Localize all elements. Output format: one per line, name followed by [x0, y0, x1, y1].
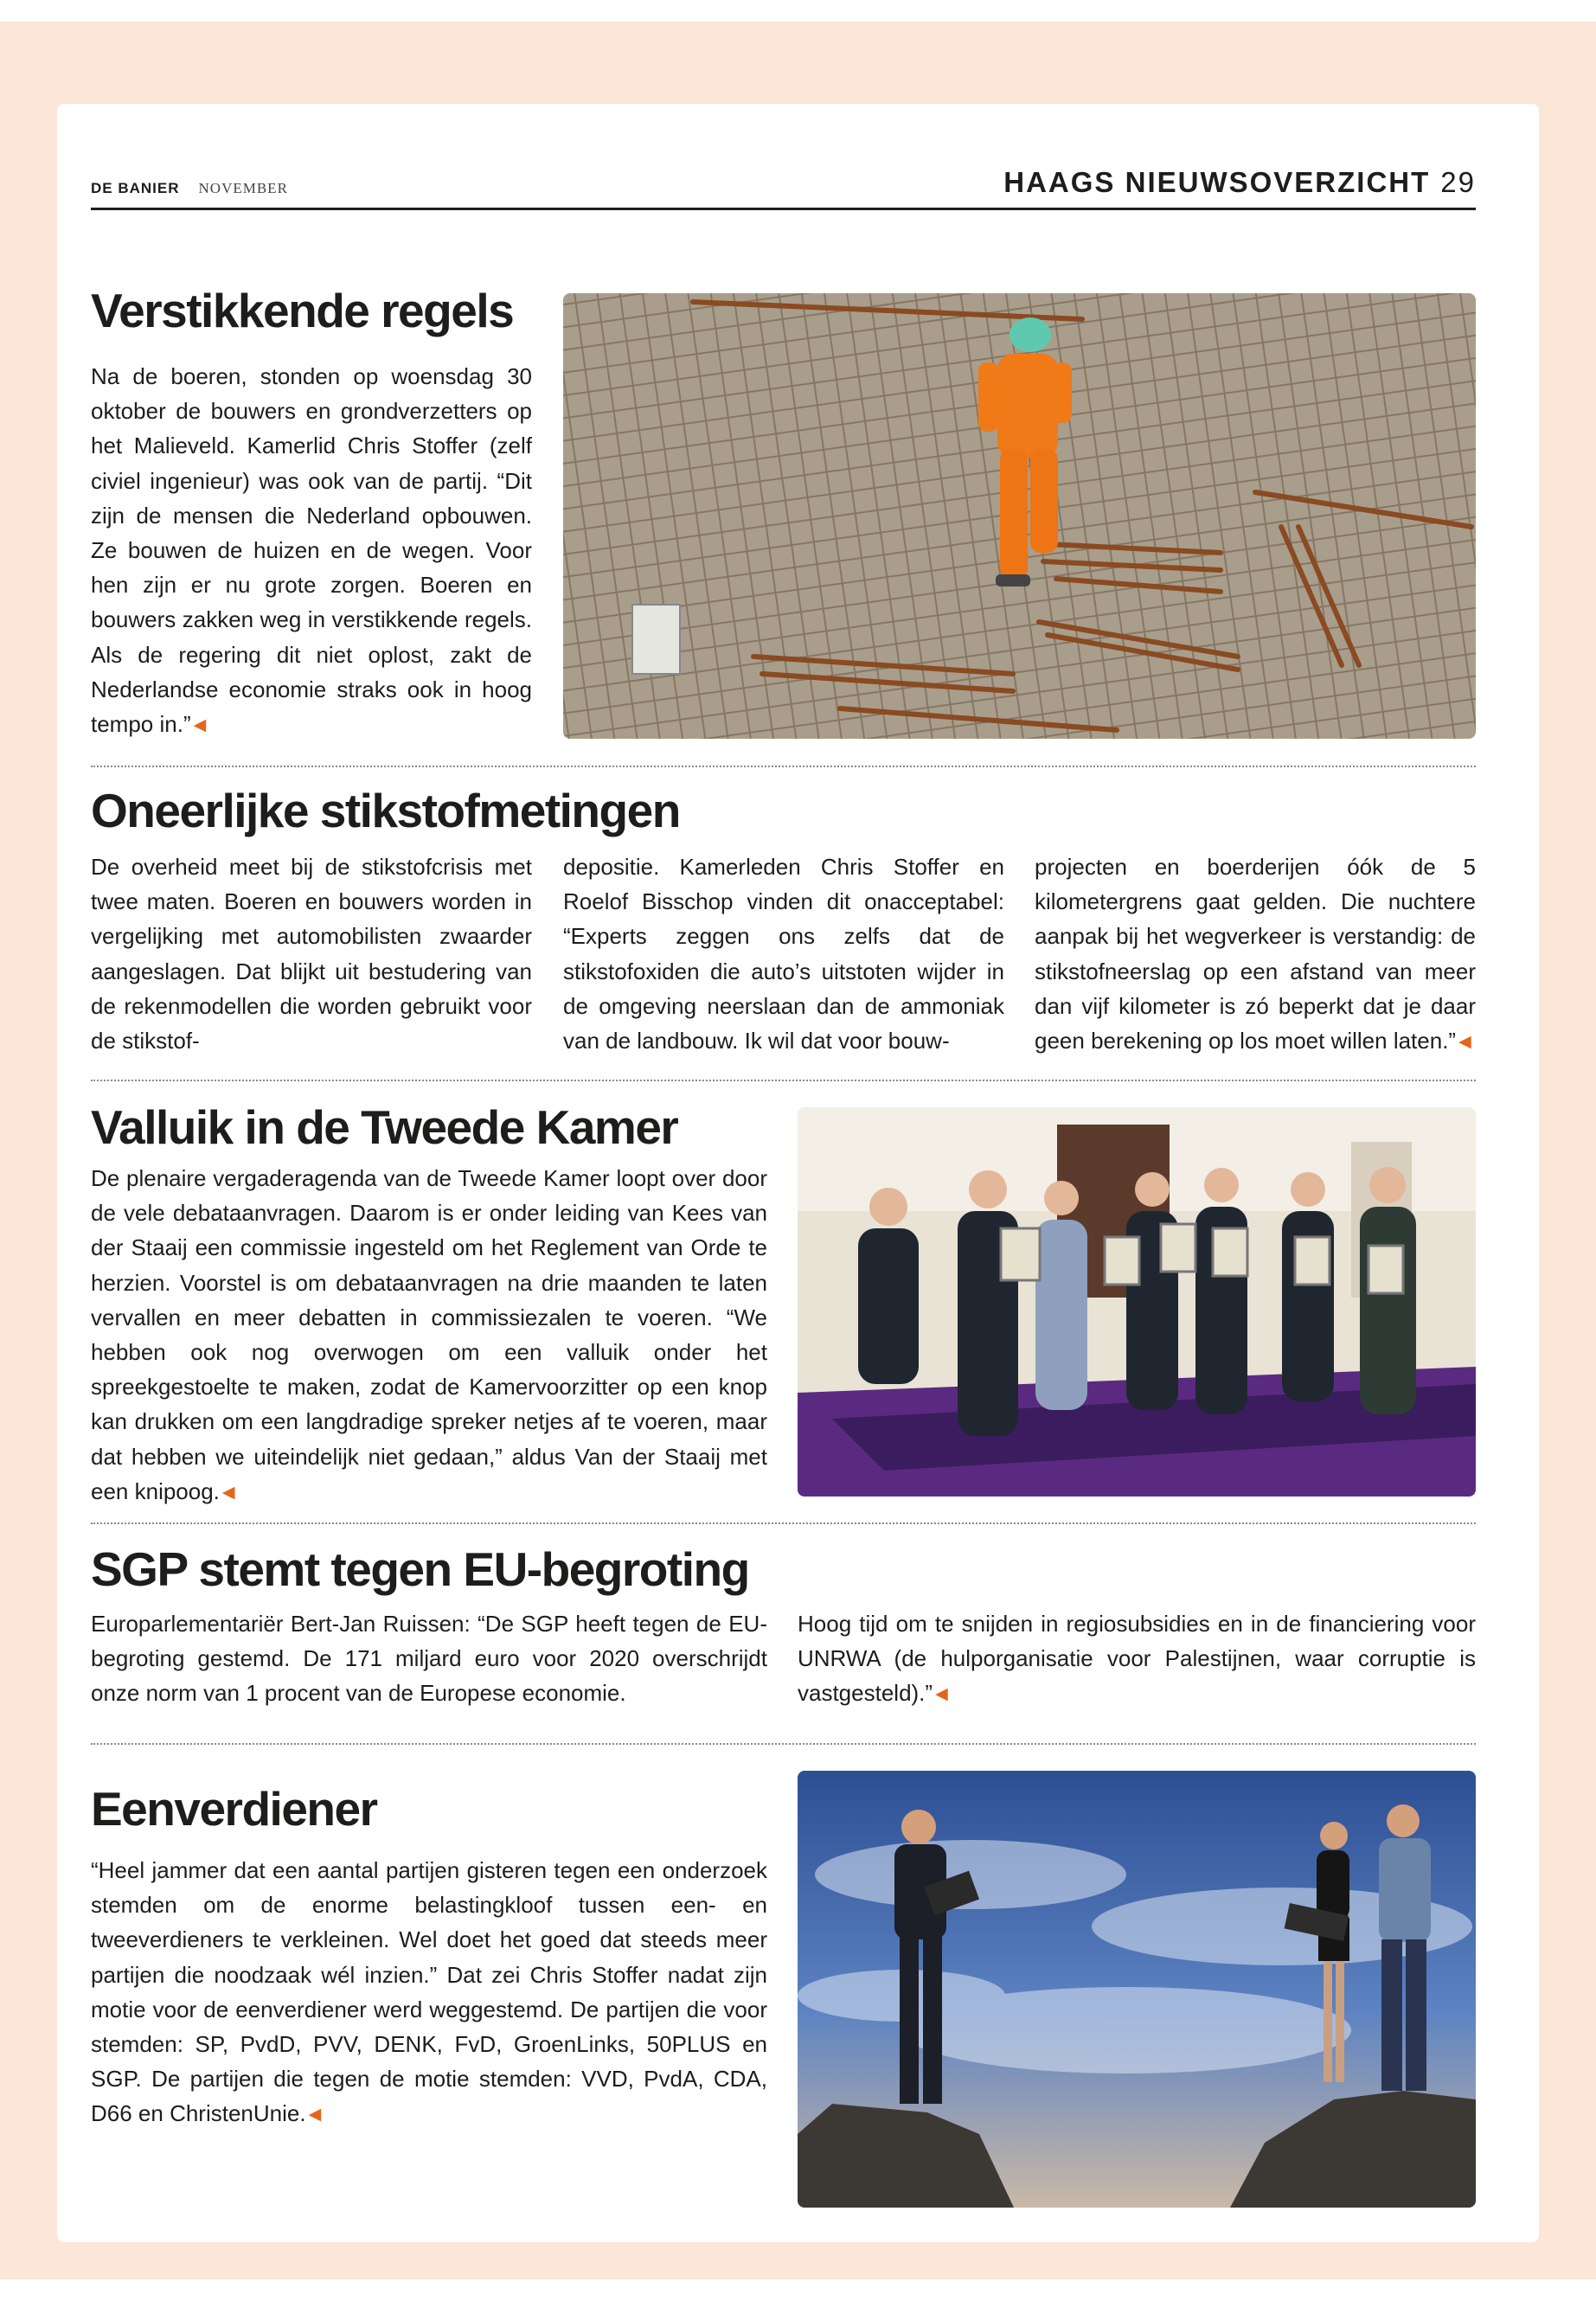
- section-title: HAAGS NIEUWSOVERZICHT: [1003, 166, 1431, 198]
- article-title-valluik: Valluik in de Tweede Kamer: [91, 1100, 678, 1154]
- issue-month: NOVEMBER: [198, 180, 288, 196]
- article-body-eenverdiener: “Heel jammer dat een aantal partijen gisteren tegen een onderzoek stemden om de enorme belastingkloof tussen een- en tweeverdieners te verkleinen. Wel doet het goed dat steeds meer partijen die noodzaak wél inzien.” Dat zei Chris Stoffer nadat zijn motie voor de eenverdiener werd weggestemd. De partijen die voor stemden: SP, PvdD, PVV, DENK, FvD, GroenLinks, 50PLUS en SGP. De partijen die tegen de motie stemden: VVD, PvdA, CDA, D66 en ChristenUnie. ◀: [91, 1857, 767, 2127]
- end-marker-icon: ◀: [221, 1483, 235, 1502]
- page-background: [0, 22, 1596, 2279]
- article-body-valluik: De plenaire vergaderagenda van de Tweede Kamer loopt over door de vele debataanvragen. Daarom is er onder leiding van Kees van der Staaij een commissie ingesteld om het Reglement van Orde te herzien. Voorstel is om debataanvragen na drie maanden te laten vervallen en meer debatten in commissiezalen te voeren. “We hebben ook nog overwogen om een valluik onder het spreekgestoelte te maken, zodat de Kamervoorzitter op een knop kan drukken om een langdradige spreker netjes af te voeren, maar dat hebben we uiteindelijk niet gedaan,” aldus Van der Staaij met een knipoog. ◀: [91, 1165, 767, 1504]
- award-group-photo: [798, 1107, 1476, 1497]
- section-divider: [91, 1743, 1476, 1745]
- article-title-verstikkende-regels: Verstikkende regels: [91, 284, 514, 337]
- end-marker-icon: ◀: [193, 716, 207, 735]
- running-header-left: [91, 180, 288, 197]
- magazine-name: DE BANIER: [91, 180, 180, 196]
- magazine-page: [57, 104, 1539, 2242]
- article-column-1: Europarlementariër Bert-Jan Ruissen: “De SGP heeft tegen de EU-begroting gestemd. De 171 miljard euro voor 2020 overschrijdt onze norm van 1 procent van de Europese economie.: [91, 1611, 767, 1707]
- article-column-1: De overheid meet bij de stikstofcrisis met twee maten. Boeren en bouwers worden in vergelijking met automobilisten zwaarder aangeslagen. Dat blijkt uit bestudering van de rekenmodellen die worden gebruikt voor de stikstof-: [91, 854, 532, 1054]
- article-column-2: depositie. Kamerleden Chris Stoffer en Roelof Bisschop vinden dit onacceptabel: “Experts zeggen ons zelfs dat de stikstofoxiden die auto’s uitstoten wijder in de omgeving neerslaan dan de ammoniak van de landbouw. Ik wil dat voor bouw-: [563, 854, 1004, 1054]
- article-title-eu-begroting: SGP stemt tegen EU-begroting: [91, 1542, 749, 1596]
- article-title-eenverdiener: Eenverdiener: [91, 1782, 377, 1836]
- header-rule: [91, 208, 1476, 210]
- divided-cliffs-photo: [798, 1771, 1476, 2208]
- end-marker-icon: ◀: [1458, 1033, 1471, 1052]
- construction-worker-photo: [563, 293, 1476, 739]
- article-column-2: Hoog tijd om te snijden in regiosubsidies en in de financiering voor UNRWA (de hulporganisatie voor Palestijnen, waar corruptie is vastgesteld).” ◀: [798, 1611, 1476, 1707]
- end-marker-icon: ◀: [935, 1685, 948, 1704]
- article-title-stikstofmetingen: Oneerlijke stikstofmetingen: [91, 784, 680, 837]
- article-body-verstikkende-regels: Na de boeren, stonden op woensdag 30 oktober de bouwers en grondverzetters op het Malieveld. Kamerlid Chris Stoffer (zelf civiel ingenieur) was ook van de partij. “Dit zijn de mensen die Nederland opbouwen. Ze bouwen de huizen en de wegen. Voor hen zijn er nu grote zorgen. Boeren en bouwers zakken weg in verstikkende regels. Als de regering dit niet oplost, zakt de Nederlandse economie straks ook in hoog tempo in.” ◀: [91, 363, 532, 738]
- section-divider: [91, 1080, 1476, 1081]
- article-column-3: projecten en boerderijen óók de 5 kilometergrens gaat gelden. Die nuchtere aanpak bij het wegverkeer is verstandig: de stikstofneerslag op een afstand van meer dan vijf kilometer is zó beperkt dat je daar geen berekening op los moet willen laten.” ◀: [1035, 854, 1476, 1054]
- section-divider: [91, 1522, 1476, 1524]
- running-header-right: [1003, 166, 1476, 199]
- section-divider: [91, 766, 1476, 767]
- end-marker-icon: ◀: [308, 2106, 322, 2125]
- page-number: 29: [1440, 166, 1476, 198]
